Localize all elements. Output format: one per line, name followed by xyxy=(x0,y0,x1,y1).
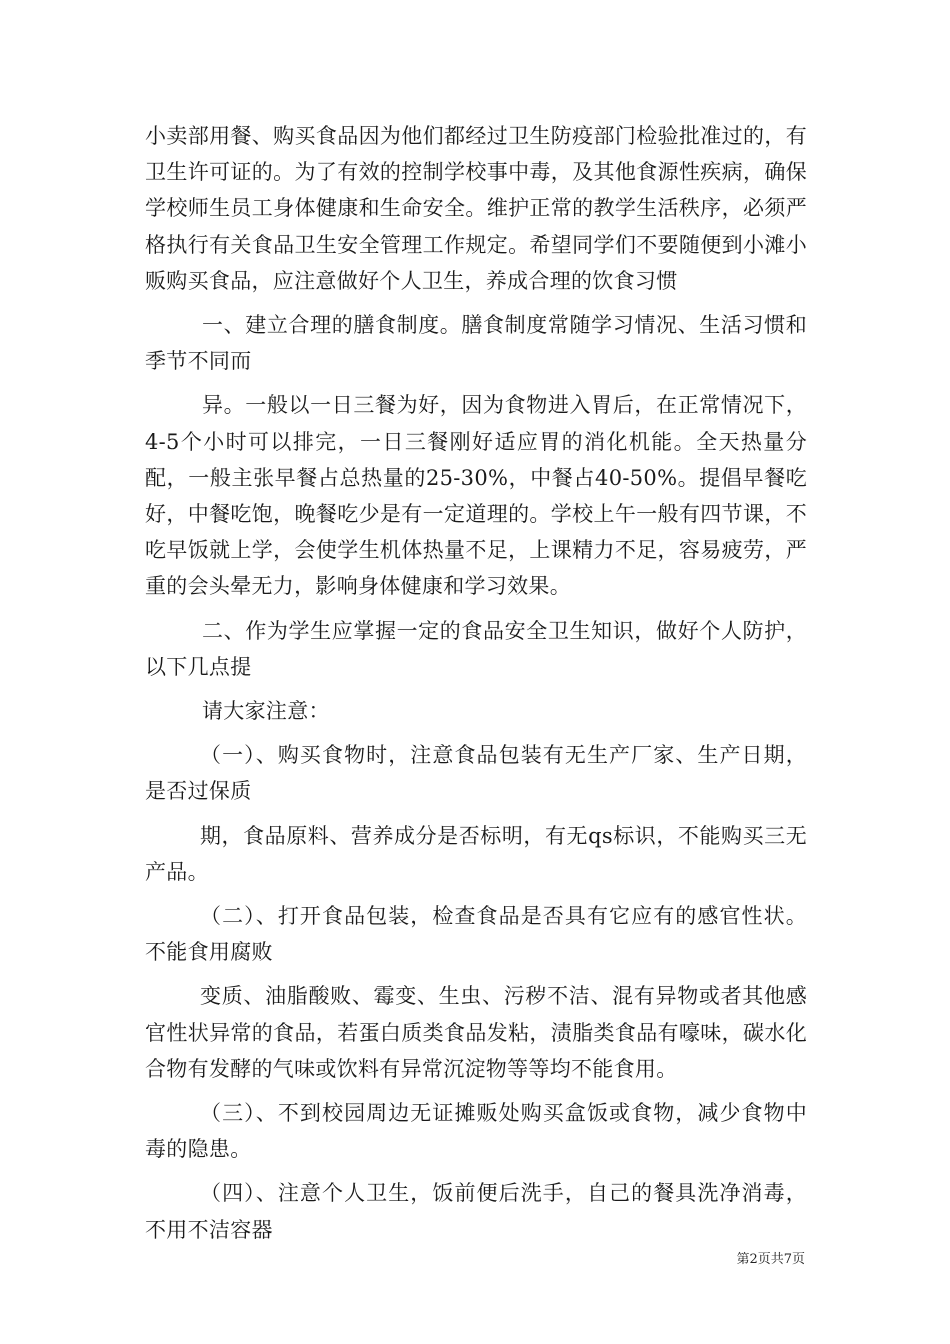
paragraph-attention: 请大家注意： xyxy=(202,699,330,724)
page-number: 第2页共7页 xyxy=(736,1252,805,1267)
paragraph-item-4: （四）、注意个人卫生，饭前便后洗手，自己的餐具洗净消毒，不用不洁容器 xyxy=(145,1181,807,1242)
paragraph-item-2-body: 变质、油脂酸败、霉变、生虫、污秽不洁、混有异物或者其他感官性状异常的食品，若蛋白质类食品发粘，渍脂类食品有嚎味，碳水化合物有发酵的气味或饮料有异常沉淀物等等均不能食用。 xyxy=(145,984,807,1081)
paragraph-item-2: （二）、打开食品包装，检查食品是否具有它应有的感官性状。不能食用腐败 xyxy=(145,904,807,965)
paragraph-section-1: 一、建立合理的膳食制度。膳食制度常随学习情况、生活习惯和季节不同而 xyxy=(145,313,807,374)
paragraph-section-1-body: 异。一般以一日三餐为好，因为食物进入胃后，在正常情况下，4-5个小时可以排完，一日三餐刚好适应胃的消化机能。全天热量分配，一般主张早餐占总热量的25-30%，中餐占40-50%。提倡早餐吃好，中餐吃饱，晚餐吃少是有一定道理的。学校上午一般有四节课，不吃早饭就上学，会使学生机体热量不足，上课精力不足，容易疲劳，严重的会头晕无力，影响身体健康和学习效果。 xyxy=(145,393,807,599)
document-body xyxy=(145,118,807,1248)
paragraph-section-2: 二、作为学生应掌握一定的食品安全卫生知识，做好个人防护，以下几点提 xyxy=(145,618,807,679)
paragraph-item-3: （三）、不到校园周边无证摊贩处购买盒饭或食物，减少食物中毒的隐患。 xyxy=(145,1101,807,1162)
paragraph-item-1: （一）、购买食物时，注意食品包装有无生产厂家、生产日期，是否过保质 xyxy=(145,743,807,804)
paragraph-item-1-body: 期，食品原料、营养成分是否标明，有无qs标识，不能购买三无产品。 xyxy=(145,823,807,884)
paragraph-intro: 小卖部用餐、购买食品因为他们都经过卫生防疫部门检验批准过的，有卫生许可证的。为了有效的控制学校事中毒，及其他食源性疾病，确保学校师生员工身体健康和生命安全。维护正常的教学生活秩序，必须严格执行有关食品卫生安全管理工作规定。希望同学们不要随便到小滩小贩购买食品，应注意做好个人卫生，养成合理的饮食习惯 xyxy=(145,124,807,293)
